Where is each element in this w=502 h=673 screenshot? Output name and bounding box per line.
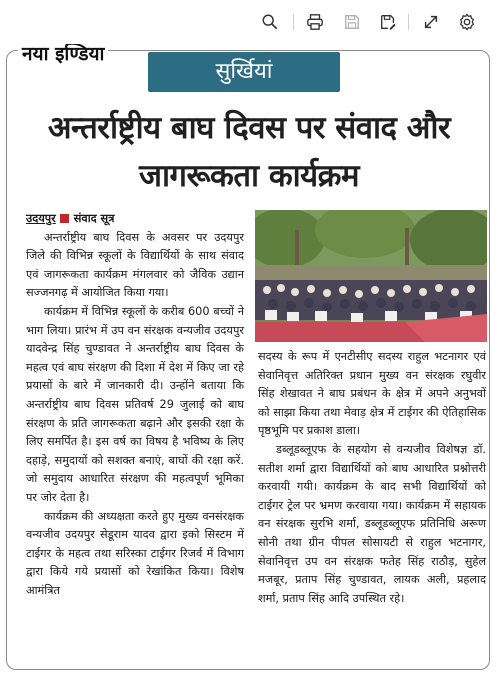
- article-paragraph: कार्यक्रम की अध्यक्षता करते हुए मुख्य वनसंरक्षक वन्यजीव उदयपुर सेडूराम यादव द्वारा इको सिस्टम में टाईगर के महत्व तथा सरिस्का टाईगर रिजर्व में विभाग द्वारा किये गये प्रयासों को रेखांकित किया। विशेष आमंत्रित: [26, 509, 244, 597]
- dateline-marker: [60, 214, 69, 223]
- expand-icon[interactable]: [419, 10, 443, 34]
- toolbar-separator: [408, 14, 409, 30]
- article-paragraph: कार्यक्रम में विभिन्न स्कूलों के करीब 600 बच्चों ने भाग लिया। प्रारंभ में उप वन संरक्षक वन्यजीव उदयपुर यादवेन्द्र सिंह चुण्डावत ने अन्तर्राष्ट्रीय बाघ दिवस के महत्व एवं बाघ संरक्षण की दिशा में देश में किए जा रहे प्रयासों के बारे में जानकारी दी। उन्होंने बताया कि अन्तर्राष्ट्रीय बाघ दिवस प्रतिवर्ष 29 जुलाई को बाघ संरक्षण के प्रति जागरूकता बढ़ाने और इसकी रक्षा के लिए समर्पित है। इस वर्ष का विषय है भविष्य के लिए दहाड़े, समुदायों को सशक्त बनाएं, बाघों की रक्षा करें. जो समुदाय आधारित संरक्षण की महत्वपूर्ण भूमिका पर जोर देता है।: [26, 304, 244, 504]
- right-column: [258, 348, 486, 608]
- newspaper-masthead: नया इण्डिया: [18, 44, 108, 66]
- article-paragraph: डब्लूडब्लूएफ के सहयोग से वन्यजीव विशेषज्ञ डॉ. सतीश शर्मा द्वारा विद्यार्थियों को बाघ आधारित प्रश्नोत्तरी करवायी गयी। कार्यक्रम के बाद सभी विद्यार्थियों को टाईगर ट्रेल पर भ्रमण करवाया गया। कार्यक्रम में सहायक वन संरक्षक सुरभि शर्मा, डब्लूडब्लूएफ प्रतिनिधि अरूण सोनी तथा ग्रीन पीपल सोसायटी से राहुल भटनागर, सेवानिवृत्त उप वन संरक्षक फतेह सिंह राठौड़, सुहेल मजबूर, प्रताप सिंह चुण्डावत, लायक अली, प्रहलाद शर्मा, प्रताप सिंह आदि उपस्थित रहे।: [258, 442, 486, 605]
- dateline-place: उदयपुर: [26, 212, 56, 225]
- left-column: [26, 210, 244, 600]
- headline-line-1: अन्तर्राष्ट्रीय बाघ दिवस पर संवाद और: [47, 110, 451, 146]
- dateline: [26, 210, 244, 229]
- headline: [14, 104, 484, 200]
- article-paragraph: सदस्य के रूप में एनटीसीए सदस्य राहुल भटनागर एवं सेवानिवृत्त अतिरिक्त प्रधान मुख्य वन संरक्षक रघुवीर सिंह शेखावत ने बाघ प्रबंधन के क्षेत्र में अपने अनुभवों को साझा किया तथा मेवाड़ क्षेत्र में टाईगर की ऐतिहासिक पृष्ठभूमि पर प्रकाश डाला।: [258, 350, 486, 438]
- viewer-toolbar: [0, 0, 502, 45]
- news-clipping: [0, 44, 502, 673]
- print-icon[interactable]: [303, 10, 327, 34]
- toolbar-separator: [293, 14, 294, 30]
- settings-icon[interactable]: [455, 10, 479, 34]
- save-icon[interactable]: [340, 10, 364, 34]
- headline-line-2: जागरूकता कार्यक्रम: [138, 158, 360, 194]
- article-paragraph: अन्तर्राष्ट्रीय बाघ दिवस के अवसर पर उदयपुर जिले की विभिन्न स्कूलों के विद्यार्थियों के साथ संवाद एवं जागरूकता कार्यक्रम मंगलवार को जैविक उद्यान सज्जनगढ़ में आयोजित किया गया।: [26, 230, 244, 300]
- dateline-source: संवाद सूत्र: [73, 212, 115, 225]
- save-as-icon[interactable]: [376, 10, 400, 34]
- search-icon[interactable]: [258, 10, 282, 34]
- section-banner: सुर्खियां: [148, 52, 340, 92]
- event-photo: [255, 210, 487, 342]
